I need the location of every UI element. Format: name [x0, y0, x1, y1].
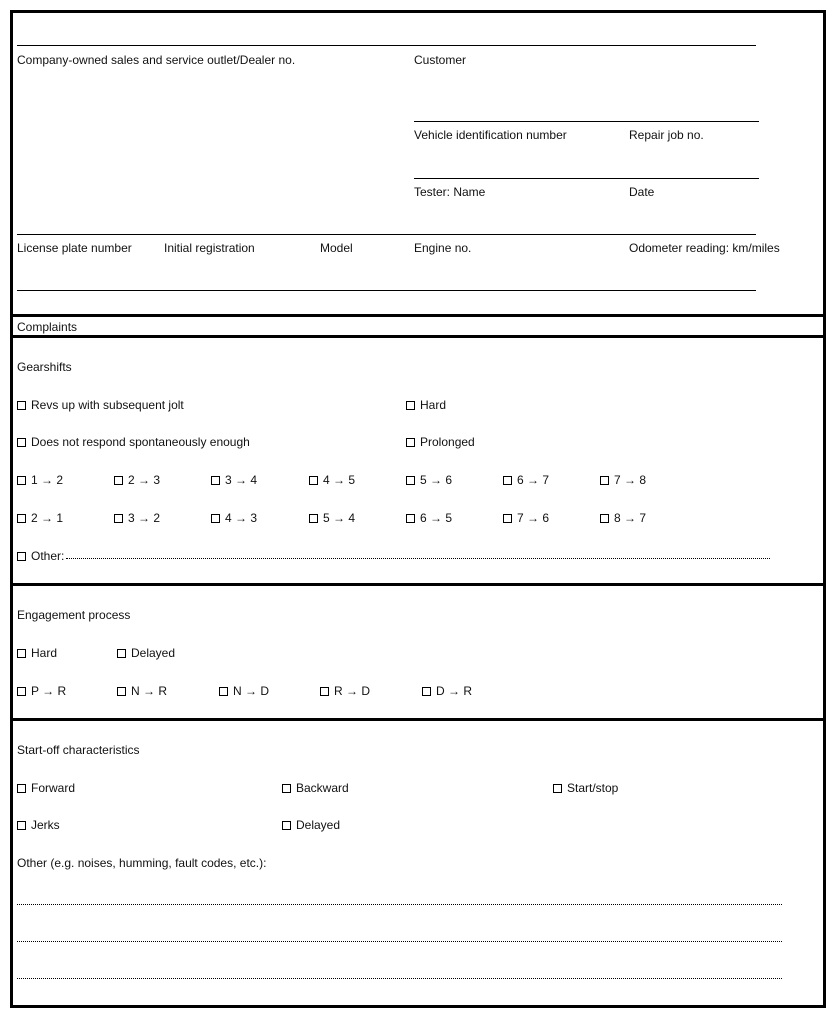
engine-label: Engine no. — [414, 241, 472, 255]
gearshifts-title: Gearshifts — [17, 360, 72, 374]
engagement-shift-checkbox[interactable] — [117, 684, 167, 698]
date-label: Date — [629, 185, 655, 199]
vehicle-info-line — [17, 234, 756, 235]
engagement-shift-checkbox[interactable] — [17, 684, 66, 698]
revs-up-checkbox[interactable] — [17, 398, 184, 412]
checkbox-label: Jerks — [31, 818, 60, 832]
downshift-checkbox[interactable] — [114, 511, 160, 525]
checkbox-icon — [17, 649, 26, 658]
forward-checkbox[interactable] — [17, 781, 75, 795]
engagement-hard-checkbox[interactable] — [17, 646, 57, 660]
checkbox-icon — [17, 514, 26, 523]
upshift-checkbox[interactable] — [503, 473, 549, 487]
checkbox-label: 1 → 2 — [31, 473, 64, 487]
checkbox-label: Delayed — [131, 646, 176, 660]
section-divider — [10, 314, 826, 317]
checkbox-icon — [17, 687, 26, 696]
checkbox-label: 4 → 5 — [323, 473, 356, 487]
checkbox-label: N → R — [131, 684, 167, 698]
checkbox-label: 2 → 1 — [31, 511, 64, 525]
prolonged-checkbox[interactable] — [406, 435, 475, 449]
vin-line — [414, 121, 759, 122]
startoff-title: Start-off characteristics — [17, 743, 140, 757]
checkbox-icon — [114, 476, 123, 485]
upshift-checkbox[interactable] — [600, 473, 646, 487]
license-plate-label: License plate number — [17, 241, 132, 255]
checkbox-label: 7 → 6 — [517, 511, 550, 525]
checkbox-icon — [282, 784, 291, 793]
backward-checkbox[interactable] — [282, 781, 349, 795]
upshift-checkbox[interactable] — [17, 473, 63, 487]
checkbox-label: Does not respond spontaneously enough — [31, 435, 250, 449]
checkbox-label: Other: — [31, 549, 65, 563]
vehicle-value-line — [17, 290, 756, 291]
checkbox-icon — [406, 514, 415, 523]
upshift-checkbox[interactable] — [211, 473, 257, 487]
checkbox-icon — [117, 687, 126, 696]
upshift-checkbox[interactable] — [309, 473, 355, 487]
checkbox-label: P → R — [31, 684, 67, 698]
checkbox-icon — [600, 514, 609, 523]
checkbox-icon — [117, 649, 126, 658]
gearshift-other-field[interactable] — [66, 558, 770, 559]
model-label: Model — [320, 241, 353, 255]
start-stop-checkbox[interactable] — [553, 781, 618, 795]
dealer-line — [17, 45, 756, 46]
checkbox-icon — [553, 784, 562, 793]
tester-label: Tester: Name — [414, 185, 486, 199]
checkbox-label: Backward — [296, 781, 349, 795]
checkbox-label: 2 → 3 — [128, 473, 161, 487]
checkbox-icon — [17, 438, 26, 447]
downshift-checkbox[interactable] — [17, 511, 63, 525]
downshift-checkbox[interactable] — [309, 511, 355, 525]
jerks-checkbox[interactable] — [17, 818, 60, 832]
checkbox-label: N → D — [233, 684, 269, 698]
engagement-shift-checkbox[interactable] — [320, 684, 370, 698]
startoff-other-field[interactable] — [17, 941, 782, 942]
checkbox-label: Hard — [31, 646, 58, 660]
checkbox-label: 6 → 7 — [517, 473, 550, 487]
checkbox-icon — [503, 514, 512, 523]
checkbox-label: Forward — [31, 781, 76, 795]
checkbox-label: Prolonged — [420, 435, 475, 449]
checkbox-icon — [219, 687, 228, 696]
engagement-shift-checkbox[interactable] — [219, 684, 269, 698]
checkbox-label: Start/stop — [567, 781, 619, 795]
checkbox-label: R → D — [334, 684, 370, 698]
startoff-other-field[interactable] — [17, 978, 782, 979]
checkbox-icon — [17, 401, 26, 410]
dealer-label: Company-owned sales and service outlet/Dealer no. — [17, 53, 296, 67]
upshift-checkbox[interactable] — [406, 473, 452, 487]
downshift-checkbox[interactable] — [211, 511, 257, 525]
odometer-label: Odometer reading: km/miles — [629, 241, 780, 255]
section-divider — [10, 718, 826, 721]
downshift-checkbox[interactable] — [600, 511, 646, 525]
checkbox-icon — [17, 476, 26, 485]
checkbox-label: 8 → 7 — [614, 511, 647, 525]
checkbox-label: 4 → 3 — [225, 511, 258, 525]
downshift-checkbox[interactable] — [406, 511, 452, 525]
repair-job-label: Repair job no. — [629, 128, 704, 142]
checkbox-icon — [211, 476, 220, 485]
checkbox-label: 5 → 4 — [323, 511, 356, 525]
checkbox-icon — [320, 687, 329, 696]
checkbox-icon — [17, 784, 26, 793]
checkbox-icon — [114, 514, 123, 523]
checkbox-icon — [17, 552, 26, 561]
upshift-checkbox[interactable] — [114, 473, 160, 487]
customer-label: Customer — [414, 53, 467, 67]
checkbox-icon — [422, 687, 431, 696]
checkbox-icon — [211, 514, 220, 523]
checkbox-label: 3 → 2 — [128, 511, 161, 525]
downshift-checkbox[interactable] — [503, 511, 549, 525]
checkbox-label: 3 → 4 — [225, 473, 258, 487]
checkbox-icon — [406, 438, 415, 447]
checkbox-label: 6 → 5 — [420, 511, 453, 525]
checkbox-label: Hard — [420, 398, 447, 412]
checkbox-icon — [600, 476, 609, 485]
complaints-title: Complaints — [17, 320, 78, 334]
checkbox-icon — [503, 476, 512, 485]
startoff-other-label: Other (e.g. noises, humming, fault codes, etc.): — [17, 856, 267, 870]
checkbox-icon — [17, 821, 26, 830]
checkbox-icon — [282, 821, 291, 830]
gearshift-other-checkbox[interactable] — [17, 549, 64, 563]
checkbox-label: 5 → 6 — [420, 473, 453, 487]
gearshift-hard-checkbox[interactable] — [406, 398, 446, 412]
engagement-delayed-checkbox[interactable] — [117, 646, 175, 660]
section-divider — [10, 583, 826, 586]
checkbox-icon — [309, 514, 318, 523]
section-divider — [10, 335, 826, 338]
checkbox-icon — [406, 401, 415, 410]
checkbox-icon — [309, 476, 318, 485]
startoff-other-field[interactable] — [17, 904, 782, 905]
vin-label: Vehicle identification number — [414, 128, 567, 142]
checkbox-icon — [406, 476, 415, 485]
checkbox-label: Delayed — [296, 818, 341, 832]
checkbox-label: Revs up with subsequent jolt — [31, 398, 184, 412]
engagement-title: Engagement process — [17, 608, 131, 622]
not-spontaneous-checkbox[interactable] — [17, 435, 250, 449]
checkbox-label: D → R — [436, 684, 472, 698]
initial-registration-label: Initial registration — [164, 241, 255, 255]
startoff-delayed-checkbox[interactable] — [282, 818, 340, 832]
checkbox-label: 7 → 8 — [614, 473, 647, 487]
tester-line — [414, 178, 759, 179]
engagement-shift-checkbox[interactable] — [422, 684, 472, 698]
